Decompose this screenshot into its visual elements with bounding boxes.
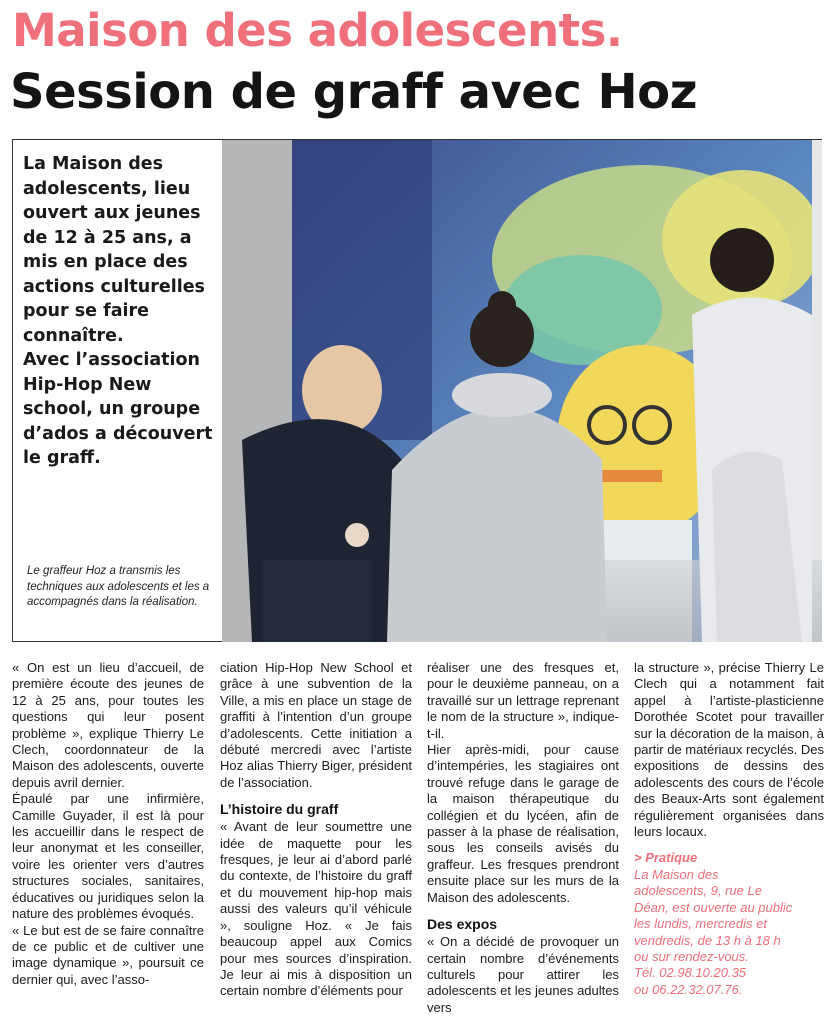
- article-kicker: Maison des adolescents.: [12, 4, 623, 57]
- pratique-info: [634, 867, 824, 998]
- article-column-3: [427, 660, 619, 1016]
- section-heading-history: L’histoire du graff: [220, 801, 339, 818]
- article-column-2: [220, 660, 412, 1000]
- body-paragraph: « Le but est de se faire connaître de ce public et de cultiver une image dynamique », poursuit ce dernier qui, avec l’asso-: [12, 922, 204, 987]
- pratique-heading: > Pratique: [634, 850, 698, 866]
- feature-box: [12, 139, 822, 642]
- body-paragraph: ciation Hip-Hop New School et grâce à une subvention de la Ville, a mis en place un stage de graffiti à l’intention d’un groupe d’adolescents. Cette initiation a débuté mercredi avec l’artiste Hoz alias Thierry Biger, président de l’association.: [220, 660, 412, 790]
- pratique-phone-2: ou 06.22.32.07.76.: [634, 981, 743, 997]
- photo-caption: Le graffeur Hoz a transmis les techniques aux adolescents et les a accompagnés dans la réalisation.: [27, 565, 210, 608]
- article-column-1: [12, 660, 204, 988]
- body-paragraph: Hier après-midi, pour cause d’intempéries, les stagiaires ont trouvé refuge dans le garage de la maison thérapeutique du collégien et du lycéen, afin de passer à la phase de réalisation, sous les conseils avisés du graffeur. Les fresques prendront ensuite place sur les murs de la Maison des adolescents.: [427, 742, 619, 905]
- body-paragraph: « Avant de leur soumettre une idée de maquette pour les fresques, je leur ai d’abord parlé du contexte, de l’histoire du graff et du mouvement hip-hop mais aussi des valeurs qu’il véhicule », souligne Hoz. « Je fais beaucoup appel aux Comics pour mes sources d’inspiration. Je leur ai mis à disposition un certain nombre d’éléments pour: [220, 819, 412, 999]
- pratique-line: La Maison des: [634, 866, 719, 882]
- intro-paragraph-2: Avec l’association Hip-Hop New school, un groupe d’ados a découvert le graff.: [23, 350, 213, 468]
- body-paragraph: Épaulé par une infirmière, Camille Guyader, il est là pour les accueillir dans le respect de leur anonymat et les conseiller, voire les orienter vers d’autres structures sociales, sanitaires, éducatives ou juridiques selon la nature des problèmes évoqués.: [12, 791, 204, 922]
- body-paragraph: « On est un lieu d’accueil, de première écoute des jeunes de 12 à 25 ans, pour toutes les questions qui leur posent problème », explique Thierry Le Clech, coordonnateur de la Maison des adolescents, ouverte depuis avril dernier.: [12, 660, 204, 790]
- pratique-line: les lundis, mercredis et: [634, 916, 767, 932]
- article-column-4: [634, 660, 824, 998]
- graffiti-workshop-photo: [222, 140, 822, 642]
- pratique-phone-1: Tél. 02.98.10.20.35: [634, 965, 747, 981]
- pratique-line: ou sur rendez-vous.: [634, 948, 749, 964]
- body-paragraph: réaliser une des fresques et, pour le deuxième panneau, on a travaillé sur un lettrage reprenant le nom de la structure », indique-t-il.: [427, 660, 619, 741]
- section-heading-expos: Des expos: [427, 916, 498, 933]
- article-headline: Session de graff avec Hoz: [10, 64, 698, 120]
- body-paragraph: la structure », précise Thierry Le Clech qui a notamment fait appel à l’artiste-plasticienne Dorothée Scotet pour travailler sur la décoration de la maison, à partir de matériaux recyclés. Des expositions de dessins des adolescents des cours de l’école des Beaux-Arts sont également régulièrement organisées dans leurs locaux.: [634, 660, 825, 840]
- body-paragraph: « On a décidé de provoquer un certain nombre d’événements culturels pour attirer les adolescents et les jeunes adultes vers: [427, 934, 619, 1015]
- pratique-line: adolescents, 9, rue Le: [634, 883, 762, 899]
- intro-text: [23, 152, 219, 471]
- pratique-line: vendredis, de 13 h à 18 h: [634, 932, 781, 948]
- intro-paragraph-1: La Maison des adolescents, lieu ouvert aux jeunes de 12 à 25 ans, a mis en place des actions culturelles pour se faire connaître.: [23, 154, 205, 346]
- pratique-line: Déan, est ouverte au public: [634, 899, 793, 915]
